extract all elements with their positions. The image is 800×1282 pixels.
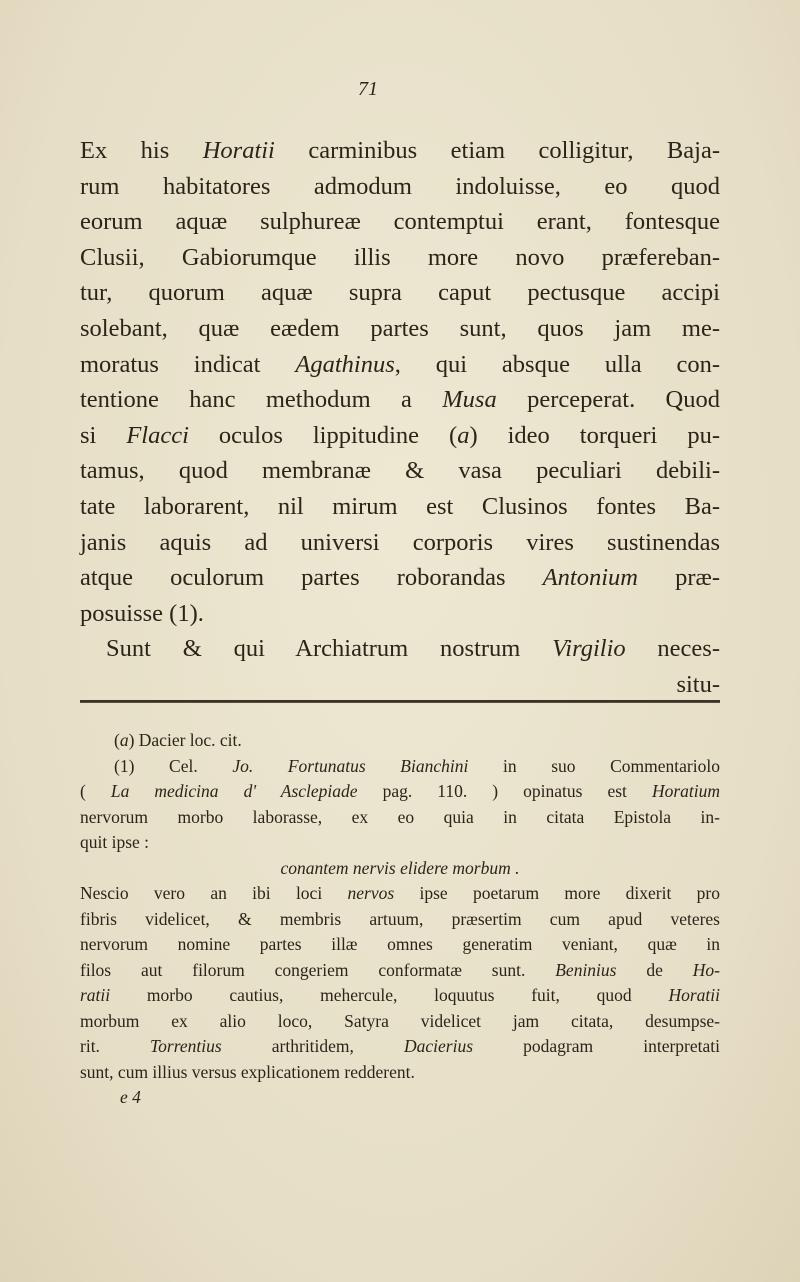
main-line: janis aquis ad universi corporis vires sustinendas (80, 528, 720, 556)
main-line: tur, quorum aquæ supra caput pectusque accipi (80, 279, 720, 307)
note-line: ( La medicina d' Asclepiade pag. 110. ) opinatus est Horatium (80, 781, 721, 801)
note-line: nervorum morbo laborasse, ex eo quia in citata Epistola in- (80, 806, 720, 827)
note-line: fibris videlicet, & membris artuum, præsertim cum apud veteres (80, 908, 720, 929)
note-line: quit ipse : (80, 832, 150, 852)
note-line: (1) Cel. Jo. Fortunatus Bianchini in suo Commentariolo (114, 755, 720, 776)
main-line: tate laborarent, nil mirum est Clusinos fontes Ba- (80, 492, 720, 520)
main-line: si Flacci oculos lippitudine (a) ideo torqueri pu- (80, 421, 720, 449)
main-line: Ex his Horatii carminibus etiam colligitur, Baja- (80, 137, 720, 164)
main-line: posuisse (1). (80, 599, 204, 627)
main-line: Clusii, Gabiorumque illis more novo præfereban- (80, 243, 720, 271)
note-line: nervorum nomine partes illæ omnes generatim veniant, quæ in (80, 934, 720, 954)
note-line: sunt, cum illius versus explicationem redderent. (80, 1061, 415, 1082)
main-line: situ- (676, 670, 720, 698)
note-line: filos aut filorum congeriem conformatæ sunt. Beninius de Ho- (80, 959, 720, 980)
main-line: eorum aquæ sulphureæ contemptui erant, fontesque (80, 208, 720, 236)
note-line: Nescio vero an ibi loci nervos ipse poetarum more dixerit pro (80, 883, 720, 903)
main-line: solebant, quæ eædem partes sunt, quos jam me- (80, 314, 720, 342)
page-number: 71 (358, 78, 378, 100)
main-line: atque oculorum partes roborandas Antonium præ- (80, 564, 720, 592)
main-line: tamus, quod membranæ & vasa peculiari debili- (80, 457, 720, 485)
footnotes (80, 728, 720, 1111)
note-line: conantem nervis elidere morbum . (280, 857, 520, 878)
note-line: morbum ex alio loco, Satyra videlicet jam citata, desumpse- (80, 1010, 720, 1031)
main-line: Sunt & qui Archiatrum nostrum Virgilio neces- (106, 635, 720, 663)
main-line: tentione hanc methodum a Musa perceperat. Quod (80, 386, 720, 414)
signature-mark: e 4 (120, 1087, 141, 1107)
footnote-rule (80, 700, 720, 702)
note-line: ratii morbo cautius, mehercule, loquutus fuit, quod Horatii (80, 985, 720, 1005)
main-text (80, 133, 720, 703)
main-line: moratus indicat Agathinus, qui absque ulla con- (80, 350, 720, 378)
main-line: rum habitatores admodum indoluisse, eo quod (80, 172, 720, 200)
note-line: (a) Dacier loc. cit. (114, 730, 242, 750)
note-line: rit. Torrentius arthritidem, Dacierius podagram interpretati (80, 1036, 720, 1056)
